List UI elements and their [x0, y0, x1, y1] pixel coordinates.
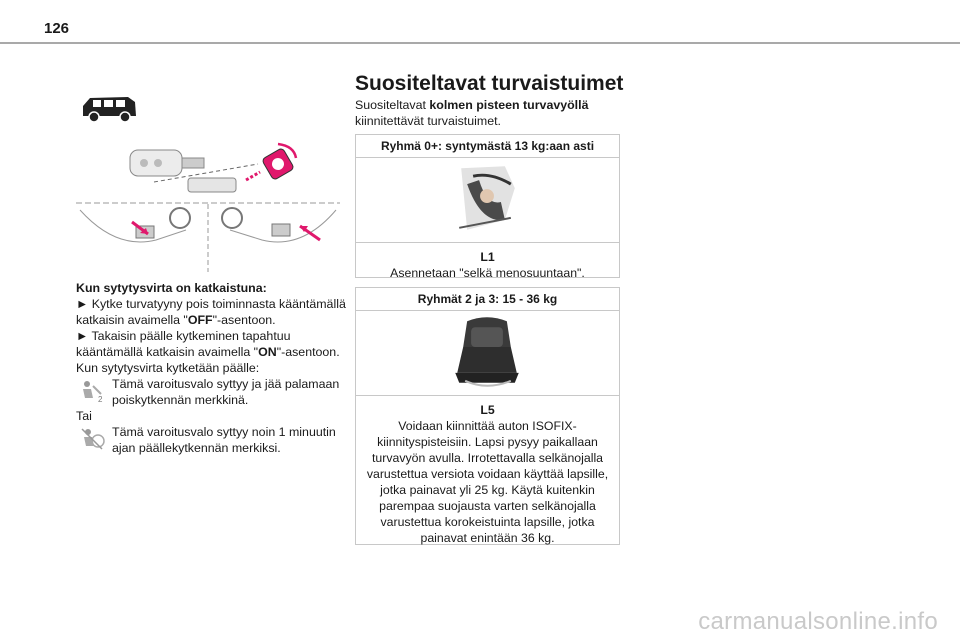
group1-image-cell: [356, 158, 619, 243]
intro-bold: kolmen pisteen turvavyöllä: [429, 98, 589, 112]
seat-group-box-1: [355, 134, 620, 278]
group1-desc: Asennetaan "selkä menosuuntaan".: [390, 266, 585, 280]
booster-seat-image: [356, 311, 619, 395]
group1-header: Ryhmä 0+: syntymästä 13 kg:aan asti: [356, 135, 619, 158]
dashboard-illustration: [76, 200, 340, 274]
warning-off-item: [76, 376, 348, 408]
infant-seat-image: [356, 158, 619, 242]
group2-desc: Voidaan kiinnittää auton ISOFIX-kiinnityspisteisiin. Lapsi pysyy paikallaan turvavyön avulla. Irrotettavalla selkänojalla varustettua versiota voidaan käyttää lapsille, jotka painavat yli 25 kg. Käytä kuitenkin parempaa suojausta varten selkänojalla varustettua korokeistuinta lapsille, jotka painavat enintään 36 kg.: [366, 419, 609, 545]
warning2-text: Tämä varoitusvalo syttyy noin 1 minuutin ajan päällekytkennän merkiksi.: [112, 425, 336, 455]
ignition-on-text: Kun sytytysvirta kytketään päälle:: [76, 361, 260, 375]
group2-caption: [356, 396, 619, 546]
group2-image-cell: [356, 311, 619, 396]
intro-suffix: kiinnitettävät turvaistuimet.: [355, 114, 501, 128]
intro-text: Suositeltavat: [355, 98, 430, 112]
on-label: ON: [258, 345, 277, 359]
off-label: OFF: [187, 313, 213, 327]
section-title: Suositeltavat turvaistuimet: [355, 72, 624, 95]
airbag-instructions: [76, 280, 348, 456]
group2-code: L5: [480, 403, 495, 417]
airbag-off-warning-icon: [79, 378, 105, 404]
or-text: Tai: [76, 409, 92, 423]
page-number: 126: [44, 20, 70, 37]
seat-group-box-2: [355, 287, 620, 545]
instructions-heading: Kun sytytysvirta on katkaistuna:: [76, 281, 267, 295]
step-deactivate: [76, 296, 348, 328]
section-intro: [355, 97, 625, 129]
key-switch-illustration: [128, 138, 300, 198]
step2-text: ► Takaisin päälle kytkeminen tapahtuu kääntämällä katkaisin avaimella ": [76, 329, 291, 359]
warning-on-item: [76, 424, 348, 456]
header-rule: [0, 42, 960, 44]
svg-text:2: 2: [98, 395, 103, 404]
warning1-text: Tämä varoitusvalo syttyy ja jää palamaan poiskytkennän merkkinä.: [112, 377, 340, 407]
airbag-on-warning-icon: [79, 426, 105, 452]
vehicle-icon: [80, 92, 138, 126]
group2-header: Ryhmät 2 ja 3: 15 - 36 kg: [356, 288, 619, 311]
group1-caption: [356, 243, 619, 281]
step-reactivate: [76, 328, 348, 360]
step2-suffix: "-asentoon.: [276, 345, 340, 359]
step1-text: ► Kytke turvatyyny pois toiminnasta kääntämällä katkaisin avaimella ": [76, 297, 346, 327]
watermark: carmanualsonline.info: [698, 608, 938, 635]
group1-code: L1: [480, 250, 495, 264]
step1-suffix: "-asentoon.: [212, 313, 276, 327]
